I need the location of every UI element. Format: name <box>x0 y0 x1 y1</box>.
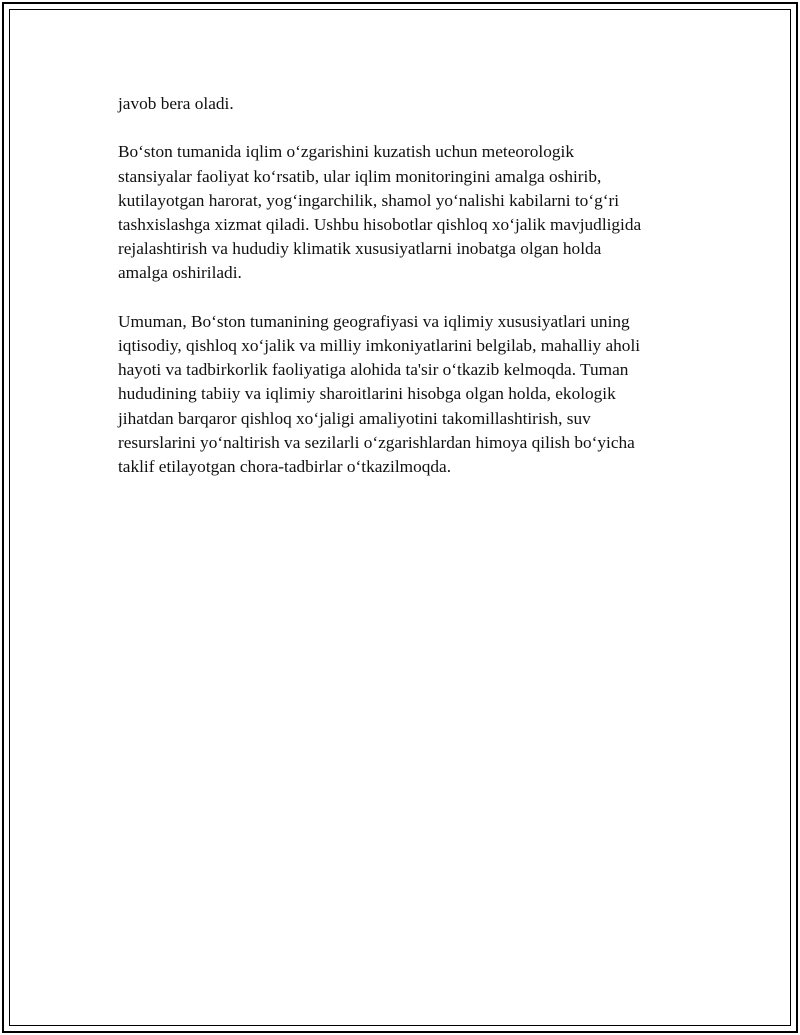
paragraph-summary: Umuman, Bo‘ston tumanining geografiyasi va iqlimiy xususiyatlari uning iqtisodiy, qishloq xo‘jalik va milliy imkoniyatlarini belgilab, mahalliy aholi hayoti va tadbirkorlik faoliyatiga alohida ta'sir o‘tkazib kelmoqda. Tuman hududining tabiiy va iqlimiy sharoitlarini hisobga olgan holda, ekologik jihatdan barqaror qishloq xo‘jaligi amaliyotini takomillashtirish, suv resurslarini yo‘naltirish va sezilarli o‘zgarishlardan himoya qilish bo‘yicha taklif etilayotgan chora-tadbirlar o‘tkazilmoqda. <box>118 311 641 477</box>
document-body <box>118 92 688 503</box>
paragraph-meteorological-stations: Bo‘ston tumanida iqlim o‘zgarishini kuzatish uchun meteorologik stansiyalar faoliyat ko‘rsatib, ular iqlim monitoringini amalga oshirib, kutilayotgan harorat, yog‘ingarchilik, shamol yo‘nalishi kabilarni to‘g‘ri tashxislashga xizmat qiladi. Ushbu hisobotlar qishloq xo‘jalik mavjudligida rejalashtirish va hududiy klimatik xususiyatlarni inobatga olgan holda amalga oshiriladi. <box>118 142 642 283</box>
paragraph-continuation: javob bera oladi. <box>118 94 234 113</box>
